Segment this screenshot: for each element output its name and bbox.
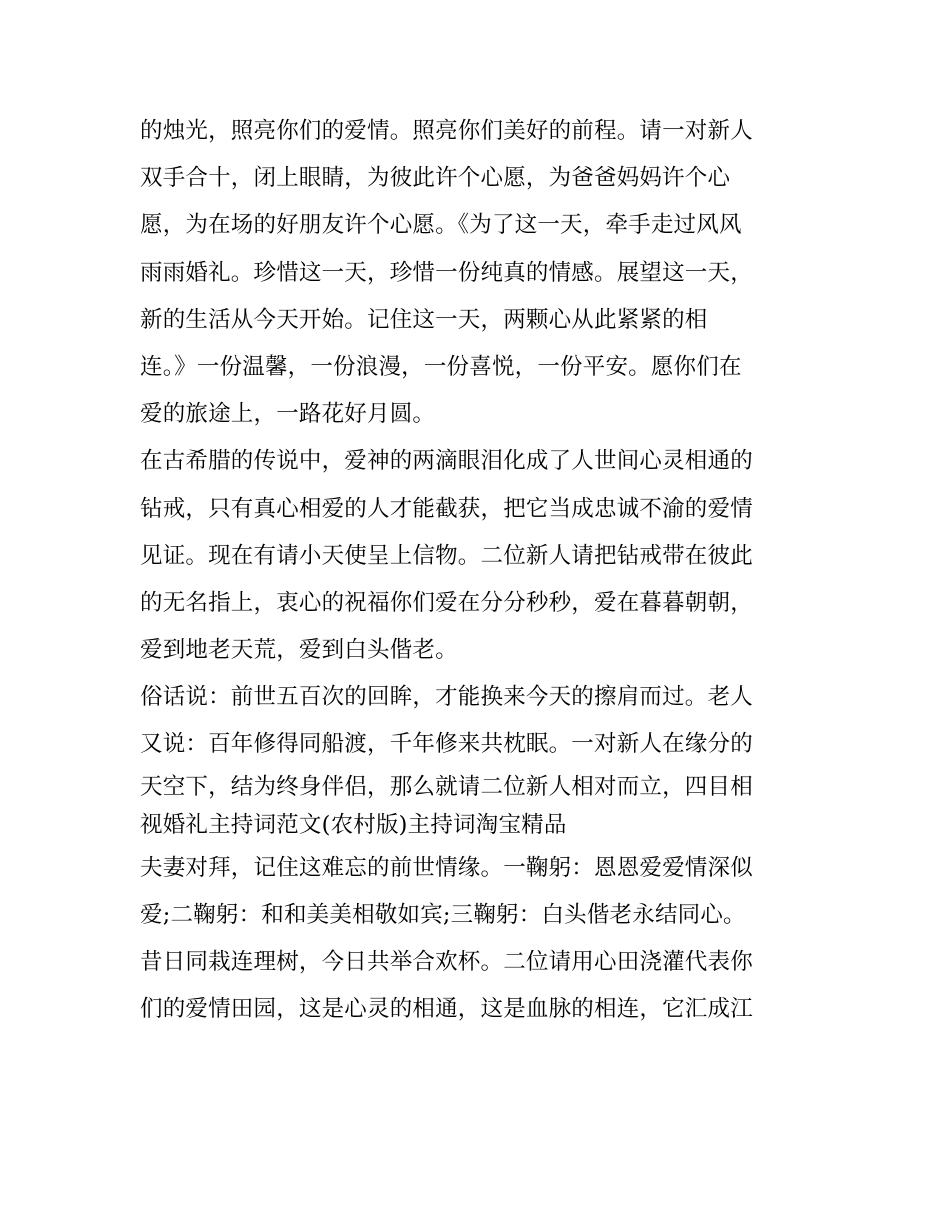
text-line-1: 的烛光，照亮你们的爱情。照亮你们美好的前程。请一对新人 <box>140 118 753 144</box>
text-line-7: 爱的旅途上，一路花好月圆。 <box>140 401 436 428</box>
text-line-12: 爱到地老天荒，爱到白头偕老。 <box>140 637 458 664</box>
text-line-6: 连。》一份温馨，一份浪漫，一份喜悦，一份平安。愿你们在 <box>140 353 742 380</box>
text-line-3: 愿，为在场的好朋友许个心愿。《为了这一天，牵手走过风风 <box>140 212 742 239</box>
text-line-5: 新的生活从今天开始。记住这一天，两颗心从此紧紧的相 <box>140 306 708 333</box>
text-line-17: 夫妻对拜，记住这难忘的前世情缘。一鞠躬：恩恩爱爱情深似 <box>140 854 753 881</box>
text-line-9: 钻戒，只有真心相爱的人才能截获，把它当成忠诚不渝的爱情 <box>140 495 753 522</box>
text-line-20: 们的爱情田园，这是心灵的相通，这是血脉的相连，它汇成江 <box>140 996 753 1023</box>
body-text <box>140 108 815 1033</box>
text-line-18: 爱;二鞠躬：和和美美相敬如宾;三鞠躬：白头偕老永结同心。 <box>140 901 746 928</box>
text-line-16: 视婚礼主持词范文(农村版)主持词淘宝精品 <box>140 811 567 838</box>
text-line-2: 双手合十，闭上眼睛，为彼此许个心愿，为爸爸妈妈许个心 <box>140 165 731 192</box>
text-line-8: 在古希腊的传说中，爱神的两滴眼泪化成了人世间心灵相通的 <box>140 448 753 475</box>
text-line-19: 昔日同栽连理树，今日共举合欢杯。二位请用心田浇灌代表你 <box>140 949 753 975</box>
text-line-11: 的无名指上，衷心的祝福你们爱在分分秒秒，爱在暮暮朝朝， <box>140 589 753 616</box>
text-line-10: 见证。现在有请小天使呈上信物。二位新人请把钻戒带在彼此 <box>140 542 753 569</box>
text-line-4: 雨雨婚礼。珍惜这一天，珍惜一份纯真的情感。展望这一天， <box>140 259 753 286</box>
text-line-14: 又说：百年修得同船渡，千年修来共枕眠。一对新人在缘分的 <box>140 731 753 758</box>
text-line-15: 天空下，结为终身伴侣，那么就请二位新人相对而立，四目相 <box>140 773 753 800</box>
text-line-13: 俗话说：前世五百次的回眸，才能换来今天的擦肩而过。老人 <box>140 684 753 711</box>
